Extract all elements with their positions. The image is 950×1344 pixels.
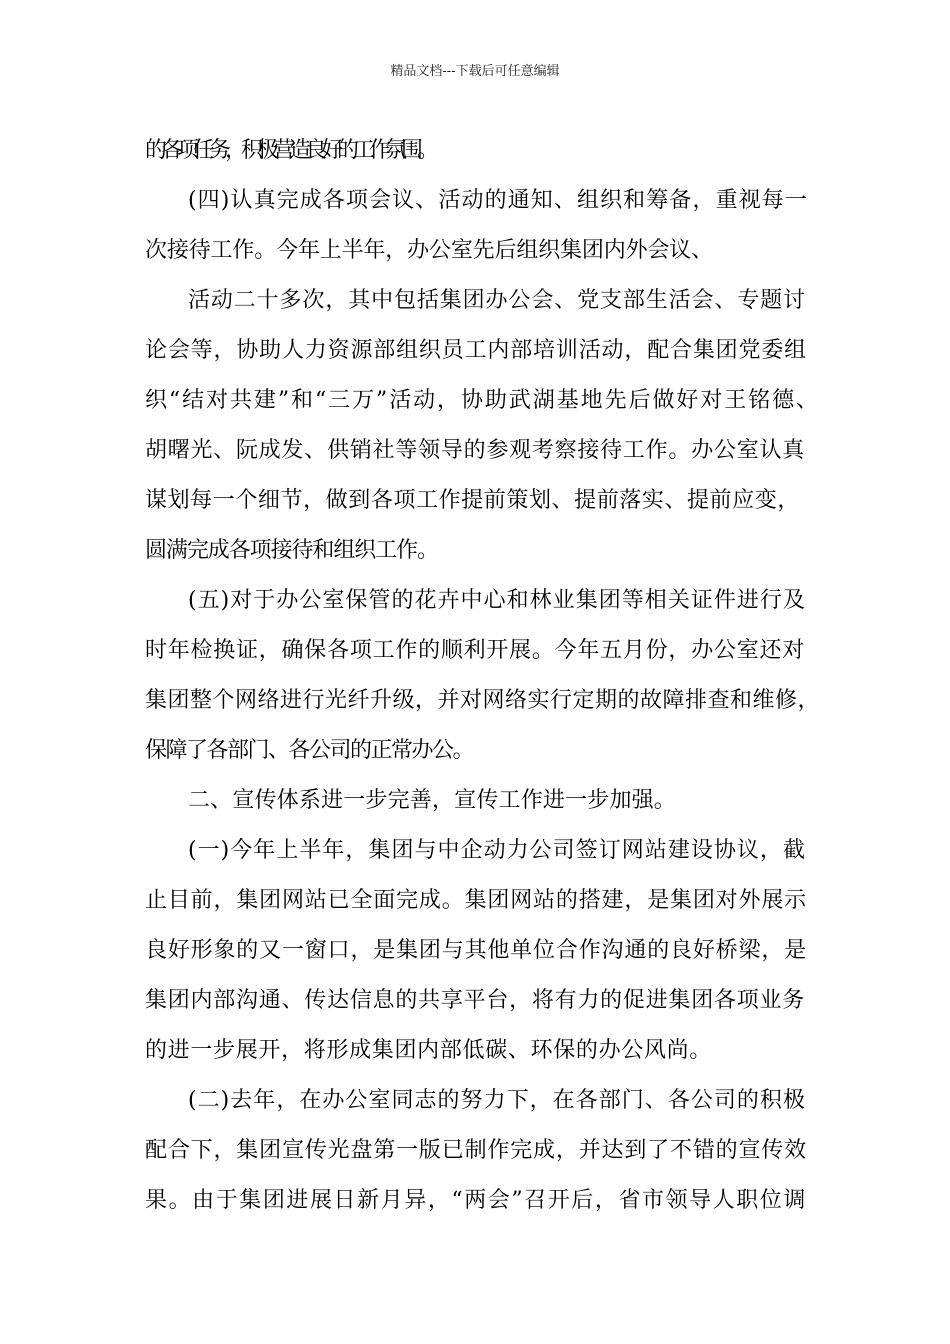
text-line: 良好形象的又一窗口，是集团与其他单位合作沟通的良好桥梁，是 (145, 938, 807, 963)
text-line: 次接待工作。今年上半年，办公室先后组织集团内外会议、 (145, 238, 713, 263)
text-line: 的进一步展开，将形成集团内部低碳、环保的办公风尚。 (145, 1038, 712, 1063)
text-line: 时年检换证，确保各项工作的顺利开展。今年五月份，办公室还对 (145, 638, 805, 663)
text-line: 集团整个网络进行光纤升级，并对网络实行定期的故障排查和维修， (145, 688, 820, 713)
text-line: 果。由于集团进展日新月异，“两会”召开后，省市领导人职位调 (145, 1188, 807, 1213)
text-line: 集团内部沟通、传达信息的共享平台，将有力的促进集团各项业务 (145, 988, 805, 1013)
text-line: 论会等，协助人力资源部组织员工内部培训活动，配合集团党委组 (145, 338, 807, 363)
text-line: 织“结对共建”和“三万”活动，协助武湖基地先后做好对王铭德、 (145, 388, 820, 413)
text-line: 保障了各部门、各公司的正常办公。 (145, 738, 473, 763)
page-header: 精品文档---下载后可任意编辑 (390, 64, 560, 79)
text-line: (二)去年，在办公室同志的努力下，在各部门、各公司的积极 (188, 1088, 806, 1113)
text-line: 胡曙光、阮成发、供销社等领导的参观考察接待工作。办公室认真 (145, 438, 805, 463)
text-line: 圆满完成各项接待和组织工作。 (145, 538, 438, 563)
text-line: 配合下，集团宣传光盘第一版已制作完成，并达到了不错的宣传效 (145, 1138, 807, 1163)
text-line: 二、宣传体系进一步完善，宣传工作进一步加强。 (188, 788, 676, 813)
text-line: (四)认真完成各项会议、活动的通知、组织和筹备，重视每一 (188, 188, 808, 213)
text-line: 活动二十多次，其中包括集团办公会、党支部生活会、专题讨 (188, 288, 806, 313)
text-line: (一)今年上半年，集团与中企动力公司签订网站建设协议，截 (188, 838, 806, 863)
text-line: 的各项任务，积极营造良好的工作氛围。 (145, 138, 434, 163)
text-line: 谋划每一个细节，做到各项工作提前策划、提前落实、提前应变， (145, 488, 800, 513)
text-line: (五)对于办公室保管的花卉中心和林业集团等相关证件进行及 (188, 588, 806, 613)
text-line: 止目前，集团网站已全面完成。集团网站的搭建，是集团对外展示 (145, 888, 807, 913)
